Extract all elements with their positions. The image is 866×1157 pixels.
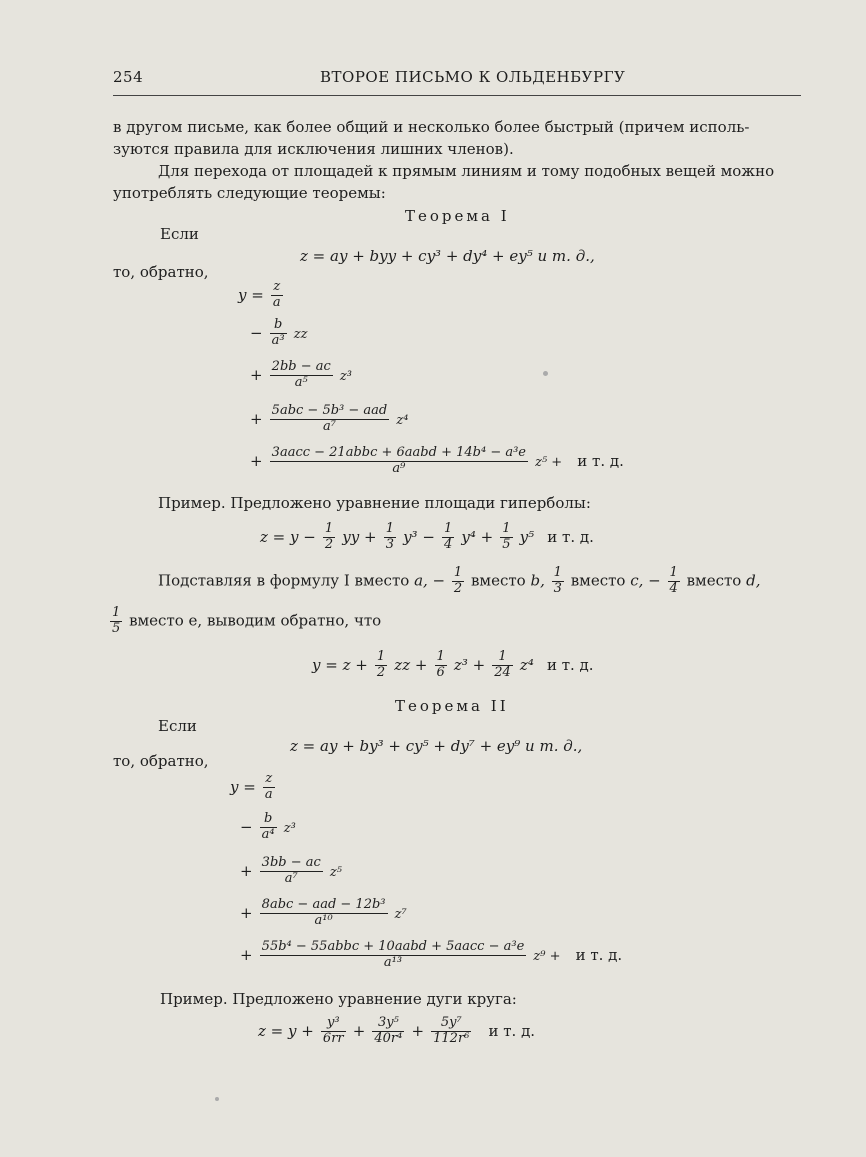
intro-line-2: зуются правила для исключения лишних членов). — [113, 140, 514, 158]
t2-term-3: + $\frac{3bb - ac}{\text{a⁷}}$ z⁵ — [240, 855, 342, 886]
theorem-2-title: Теорема II — [395, 697, 509, 715]
t2-term-1: y = $\frac{z}{a}$ — [230, 771, 273, 802]
substitution-line-1: Подставляя в формулу I вместо a, − $\frac{1}{2}$ вместо b, $\frac{1}{3}$ вместо c, − $\frac{1}{4}$ вместо d, — [158, 565, 761, 596]
theorem-1-equation: z = ay + byy + cy³ + dy⁴ + ey⁵ и т. д., — [300, 247, 595, 265]
t2-term-5: + $\frac{\text{55b⁴ − 55abbc + 10aabd + 5aacc − a³e}}{\text{a¹³}}$ z⁹ + и т. д. — [240, 939, 623, 970]
theorem-2-equation: z = ay + by³ + cy⁵ + dy⁷ + ey⁹ и т. д., — [290, 737, 583, 755]
t1-term-3: + $\frac{2bb - ac}{\text{a⁵}}$ z³ — [250, 359, 352, 390]
t2-term-4: + $\frac{\text{8abc − aad − 12b³}}{\text{a¹⁰}}$ z⁷ — [240, 897, 407, 928]
intro-line-1: в другом письме, как более общий и несколько более быстрый (причем исполь- — [113, 118, 750, 136]
t1-term-1: y = $\frac{z}{a}$ — [238, 279, 281, 310]
t1-term-5: + $\frac{\text{3aacc − 21abbc + 6aabd + 14b⁴ − a³e}}{\text{a⁹}}$ z⁵ + и т. д. — [250, 445, 624, 476]
example-1-result: y = z + $\frac{1}{2}$ zz + $\frac{1}{6}$ z³ + $\frac{1}{24}$ z⁴ и т. д. — [312, 649, 594, 680]
substitution-line-2: $\frac{1}{5}$ вместо e, выводим обратно, что — [112, 605, 382, 636]
intro-line-3: Для перехода от площадей к прямым линиям и тому подобных вещей можно — [158, 162, 775, 180]
example-1-equation: z = y − $\frac{1}{2}$ yy + $\frac{1}{3}$ y³ − $\frac{1}{4}$ y⁴ + $\frac{1}{5}$ y⁵ и т. д. — [260, 521, 594, 552]
example-2-equation: z = y + $\frac{\text{y³}}{6rr}$ + $\frac{\text{3y⁵}}{\text{40r⁴}}$ + $\frac{\text{5y⁷}}{\text{112r⁶}}$ и т. д. — [258, 1015, 536, 1046]
t1-term-2: − $\frac{b}{\text{a³}}$ zz — [250, 317, 308, 348]
theorem-2-if: Если — [158, 717, 197, 735]
header-rule — [113, 95, 801, 96]
example-1-text: Пример. Предложено уравнение площади гиперболы: — [158, 494, 591, 512]
theorem-1-conversely: то, обратно, — [113, 263, 209, 281]
t1-term-4: + $\frac{\text{5abc − 5b³ − aad}}{\text{a⁷}}$ z⁴ — [250, 403, 409, 434]
paper-spot — [215, 1097, 219, 1101]
theorem-1-if: Если — [160, 225, 199, 243]
page-number: 254 — [113, 68, 144, 86]
running-title: ВТОРОЕ ПИСЬМО К ОЛЬДЕНБУРГУ — [320, 68, 626, 86]
intro-line-4: употреблять следующие теоремы: — [113, 184, 386, 202]
theorem-1-title: Теорема I — [405, 207, 510, 225]
example-2-text: Пример. Предложено уравнение дуги круга: — [160, 990, 517, 1008]
theorem-2-conversely: то, обратно, — [113, 752, 209, 770]
paper-spot — [543, 371, 548, 376]
t2-term-2: − $\frac{b}{\text{a⁴}}$ z³ — [240, 811, 296, 842]
